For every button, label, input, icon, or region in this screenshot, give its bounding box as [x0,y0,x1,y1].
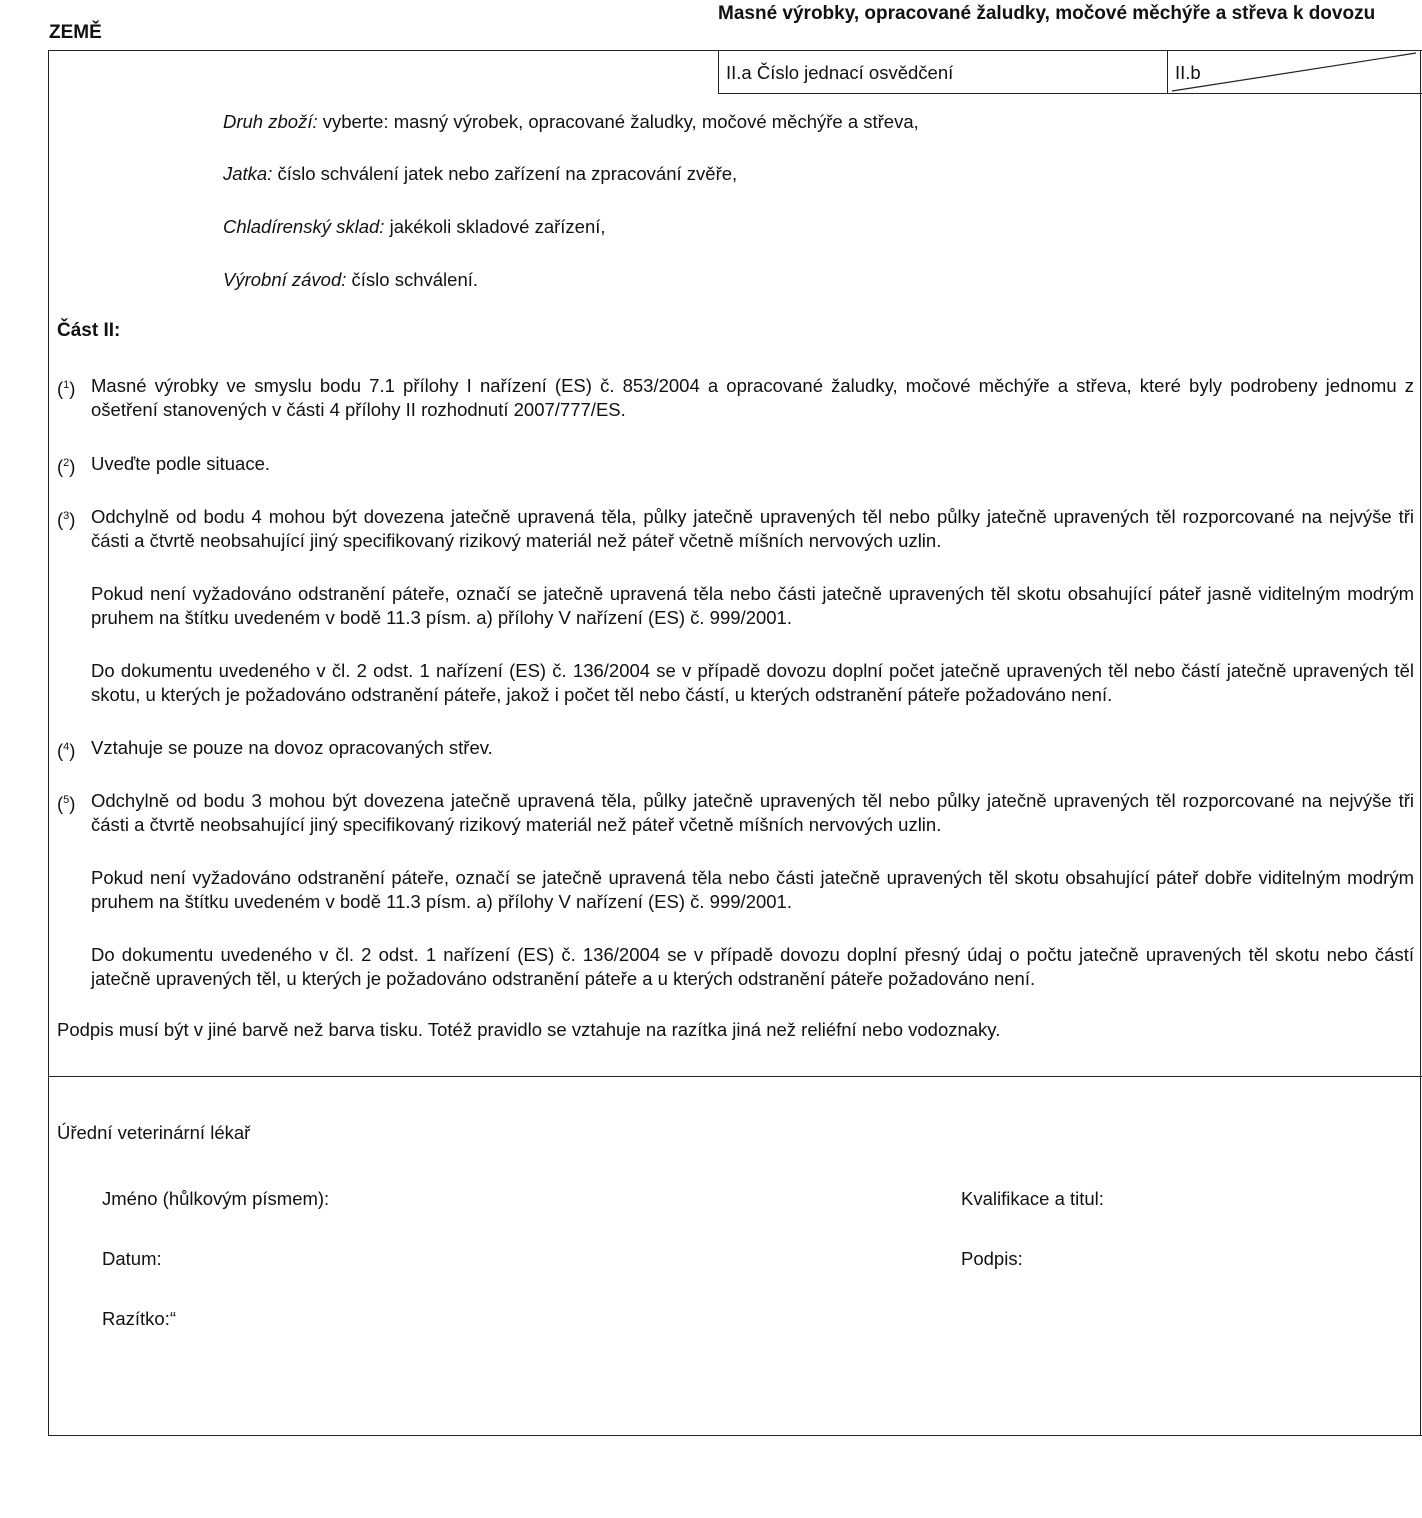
stamp-label: Razítko:“ [102,1308,177,1329]
signature-label: Podpis: [961,1248,1023,1269]
frame-bottom-line [48,1435,1422,1436]
date-label: Datum: [102,1248,162,1269]
footnote-number: ($^5$) [57,793,76,814]
footnote-text: Uveďte podle situace. [91,453,271,474]
footnote-number: ($^4$) [57,740,76,761]
document-title: Masné výrobky, opracované žaludky, močové měchýře a střeva k dovozu [718,3,1376,24]
part-ii-label: Část II: [57,320,121,341]
definition-term: Druh zboží: [223,111,318,132]
iib-label: II.b [1175,62,1201,83]
cell-iia-left-border [718,50,719,93]
footnote-text: Odchylně od bodu 3 mohou být dovezena jatečně upravená těla, půlky jatečně upravených těl nebo půlky jatečně upravených těl rozporcované na nejvýše tři části a čtvrtě neobsahující jiný specifikovaný rizikový materiál než páteř včetně míšních nervových uzlin. [91,790,1414,835]
footnote-text: Masné výrobky ve smyslu bodu 7.1 přílohy I nařízení (ES) č. 853/2004 a opracované žaludky, močové měchýře a střeva, které byly podrobeny jednomu z ošetření stanovených v části 4 přílohy II rozhodnutí 2007/777/ES. [91,375,1414,420]
official-vet-title: Úřední veterinární lékař [57,1122,251,1143]
footnote-4 [57,736,1414,760]
country-label: ZEMĚ [49,22,102,43]
definition-term: Jatka: [223,163,273,184]
footnote-text: Odchylně od bodu 4 mohou být dovezena jatečně upravená těla, půlky jatečně upravených těl nebo půlky jatečně upravených těl rozporcované na nejvýše tři části a čtvrtě neobsahující jiný specifikovaný rizikový materiál než páteř včetně míšních nervových uzlin. [91,506,1414,551]
goods-definition [223,163,737,185]
footnote-5 [57,789,1414,836]
footnote-5-paragraph-2: Pokud není vyžadováno odstranění páteře, označí se jatečně upravená těla nebo části jatečně upravených těl skotu obsahující páteř dobře viditelným modrým pruhem na štítku uvedeném v bodě 11.3 písm. a) přílohy V nařízení (ES) č. 999/2001. [91,867,1414,912]
footnote-2 [57,452,1414,476]
goods-definition [223,216,606,238]
definition-text: vyberte: masný výrobek, opracované žaludky, močové měchýře a střeva, [317,111,919,132]
footnote-number: ($^3$) [57,509,76,530]
footnote-3-paragraph-2: Pokud není vyžadováno odstranění páteře, označí se jatečně upravená těla nebo části jatečně upravených těl skotu obsahující páteř jasně viditelným modrým pruhem na štítku uvedeném v bodě 11.3 písm. a) přílohy V nařízení (ES) č. 999/2001. [91,583,1414,628]
footnote-3-paragraph-3: Do dokumentu uvedeného v čl. 2 odst. 1 nařízení (ES) č. 136/2004 se v případě dovozu doplní počet jatečně upravených těl nebo částí jatečně upravených těl skotu, u kterých je požadováno odstranění páteře, jakož i počet těl nebo částí, u kterých odstranění páteře požadováno není. [91,660,1414,705]
footnote-text: Vztahuje se pouze na dovoz opracovaných střev. [91,737,493,758]
footnote-number: ($^2$) [57,456,76,477]
footnote-5-paragraph-3: Do dokumentu uvedeného v čl. 2 odst. 1 nařízení (ES) č. 136/2004 se v případě dovozu doplní přesný údaj o počtu jatečně upravených těl skotu nebo částí jatečně upravených těl, u kterých je požadováno odstranění páteře a u kterých odstranění páteře požadováno není. [91,944,1414,989]
goods-definition [223,111,919,133]
definition-term: Výrobní závod: [223,269,347,290]
iib-strike-line [1168,51,1420,93]
cell-bottom-border [718,93,1422,94]
goods-definition [223,269,478,291]
definition-text: číslo schválení jatek nebo zařízení na zpracování zvěře, [272,163,738,184]
qualification-label: Kvalifikace a titul: [961,1188,1104,1209]
frame-left-line [48,50,49,1436]
footnote-1 [57,374,1414,421]
frame-right-line [1420,50,1421,1436]
footnote-3 [57,505,1414,552]
official-section-divider [48,1076,1422,1077]
footnote-number: ($^1$) [57,378,76,399]
definition-text: jakékoli skladové zařízení, [384,216,606,237]
definition-text: číslo schválení. [346,269,479,290]
signature-color-note: Podpis musí být v jiné barvě než barva tisku. Totéž pravidlo se vztahuje na razítka jiná než reliéfní nebo vodoznaky. [57,1019,1001,1040]
cert-number-label: II.a Číslo jednací osvědčení [726,62,954,83]
definition-term: Chladírenský sklad: [223,216,385,237]
name-label: Jméno (hůlkovým písmem): [102,1188,330,1209]
